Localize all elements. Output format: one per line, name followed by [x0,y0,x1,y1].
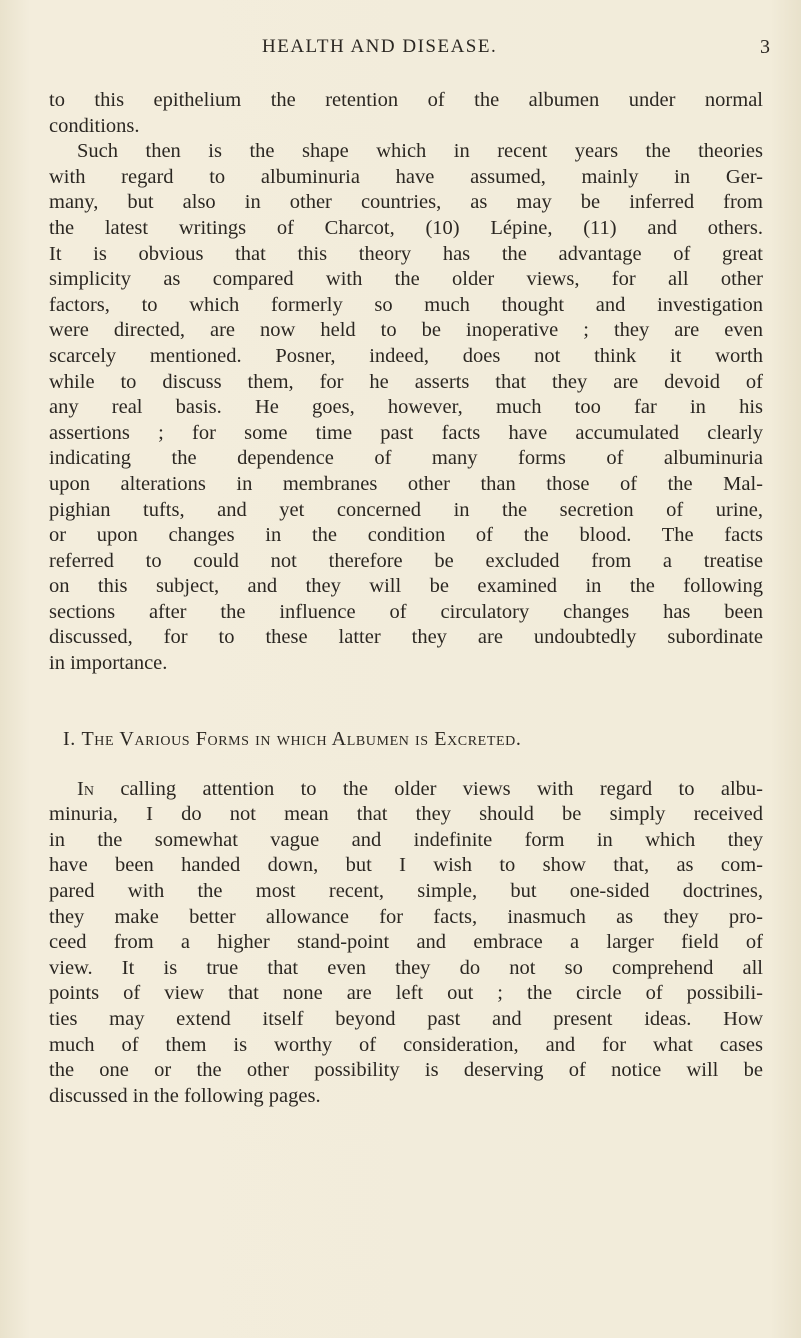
section-spacer [49,677,763,727]
text-line: in importance. [49,652,168,675]
lead-word: In [77,777,94,800]
text-line [49,777,763,803]
text-line: upon alterations in membranes other than those of the Mal- [49,472,763,495]
text-line: pighian tufts, and yet concerned in the secretion of urine, [49,498,763,521]
text-line: on this subject, and they will be examined in the following [49,575,763,598]
text-line: many, but also in other countries, as may be inferred from [49,191,763,214]
text-line: ceed from a higher stand-point and embrace a larger field of [49,931,763,954]
page-number: 3 [760,36,770,58]
text-line: pared with the most recent, simple, but one-sided doctrines, [49,880,763,903]
text-line: indicating the dependence of many forms of albuminuria [49,447,763,470]
section-heading [49,727,763,757]
running-title: HEALTH AND DISEASE. [262,36,498,57]
text-line: scarcely mentioned. Posner, indeed, does not think it worth [49,344,763,367]
text-line: simplicity as compared with the older views, for all other [49,268,763,291]
text-line: have been handed down, but I wish to show that, as com- [49,854,763,877]
text-line: the latest writings of Charcot, (10) Lépine, (11) and others. [49,216,763,239]
text-line: with regard to albuminuria have assumed, mainly in Ger- [49,165,763,188]
running-head [0,36,801,66]
text-line: sections after the influence of circulatory changes has been [49,600,763,623]
body-text [49,88,763,1109]
text-line: referred to could not therefore be excluded from a treatise [49,549,763,572]
text-line: discussed in the following pages. [49,1084,321,1107]
section-number: I. [63,727,76,750]
text-line: the one or the other possibility is deserving of notice will be [49,1059,763,1082]
text-line: minuria, I do not mean that they should be simply received [49,803,763,826]
text-line: Such then is the shape which in recent years the theories [77,140,763,163]
text-line: factors, to which formerly so much thought and investigation [49,293,763,316]
text-line: they make better allowance for facts, inasmuch as they pro- [49,905,763,928]
text-line: discussed, for to these latter they are undoubtedly subordinate [49,626,763,649]
section-title: The Various Forms in which Albumen is Excreted. [81,727,522,750]
heading-spacer [49,757,763,777]
text-line: points of view that none are left out ; the circle of possibili- [49,982,763,1005]
text-line: view. It is true that even they do not so comprehend all [49,956,763,979]
text-line: ties may extend itself beyond past and present ideas. How [49,1008,763,1030]
text-line: to this epithelium the retention of the albumen under normal [49,89,763,111]
text-line: any real basis. He goes, however, much too far in his [49,396,763,419]
first-line-rest: calling attention to the older views with regard to albu- [120,777,763,800]
text-line: in the somewhat vague and indefinite form in which they [49,828,763,851]
text-line: much of them is worthy of consideration, and for what cases [49,1033,763,1056]
text-line: while to discuss them, for he asserts that they are devoid of [49,370,763,393]
text-line: It is obvious that this theory has the advantage of great [49,242,763,265]
text-line: or upon changes in the condition of the blood. The facts [49,524,763,547]
text-line: conditions. [49,114,140,137]
text-line: were directed, are now held to be inoperative ; they are even [49,319,763,342]
text-line: assertions ; for some time past facts have accumulated clearly [49,421,763,444]
